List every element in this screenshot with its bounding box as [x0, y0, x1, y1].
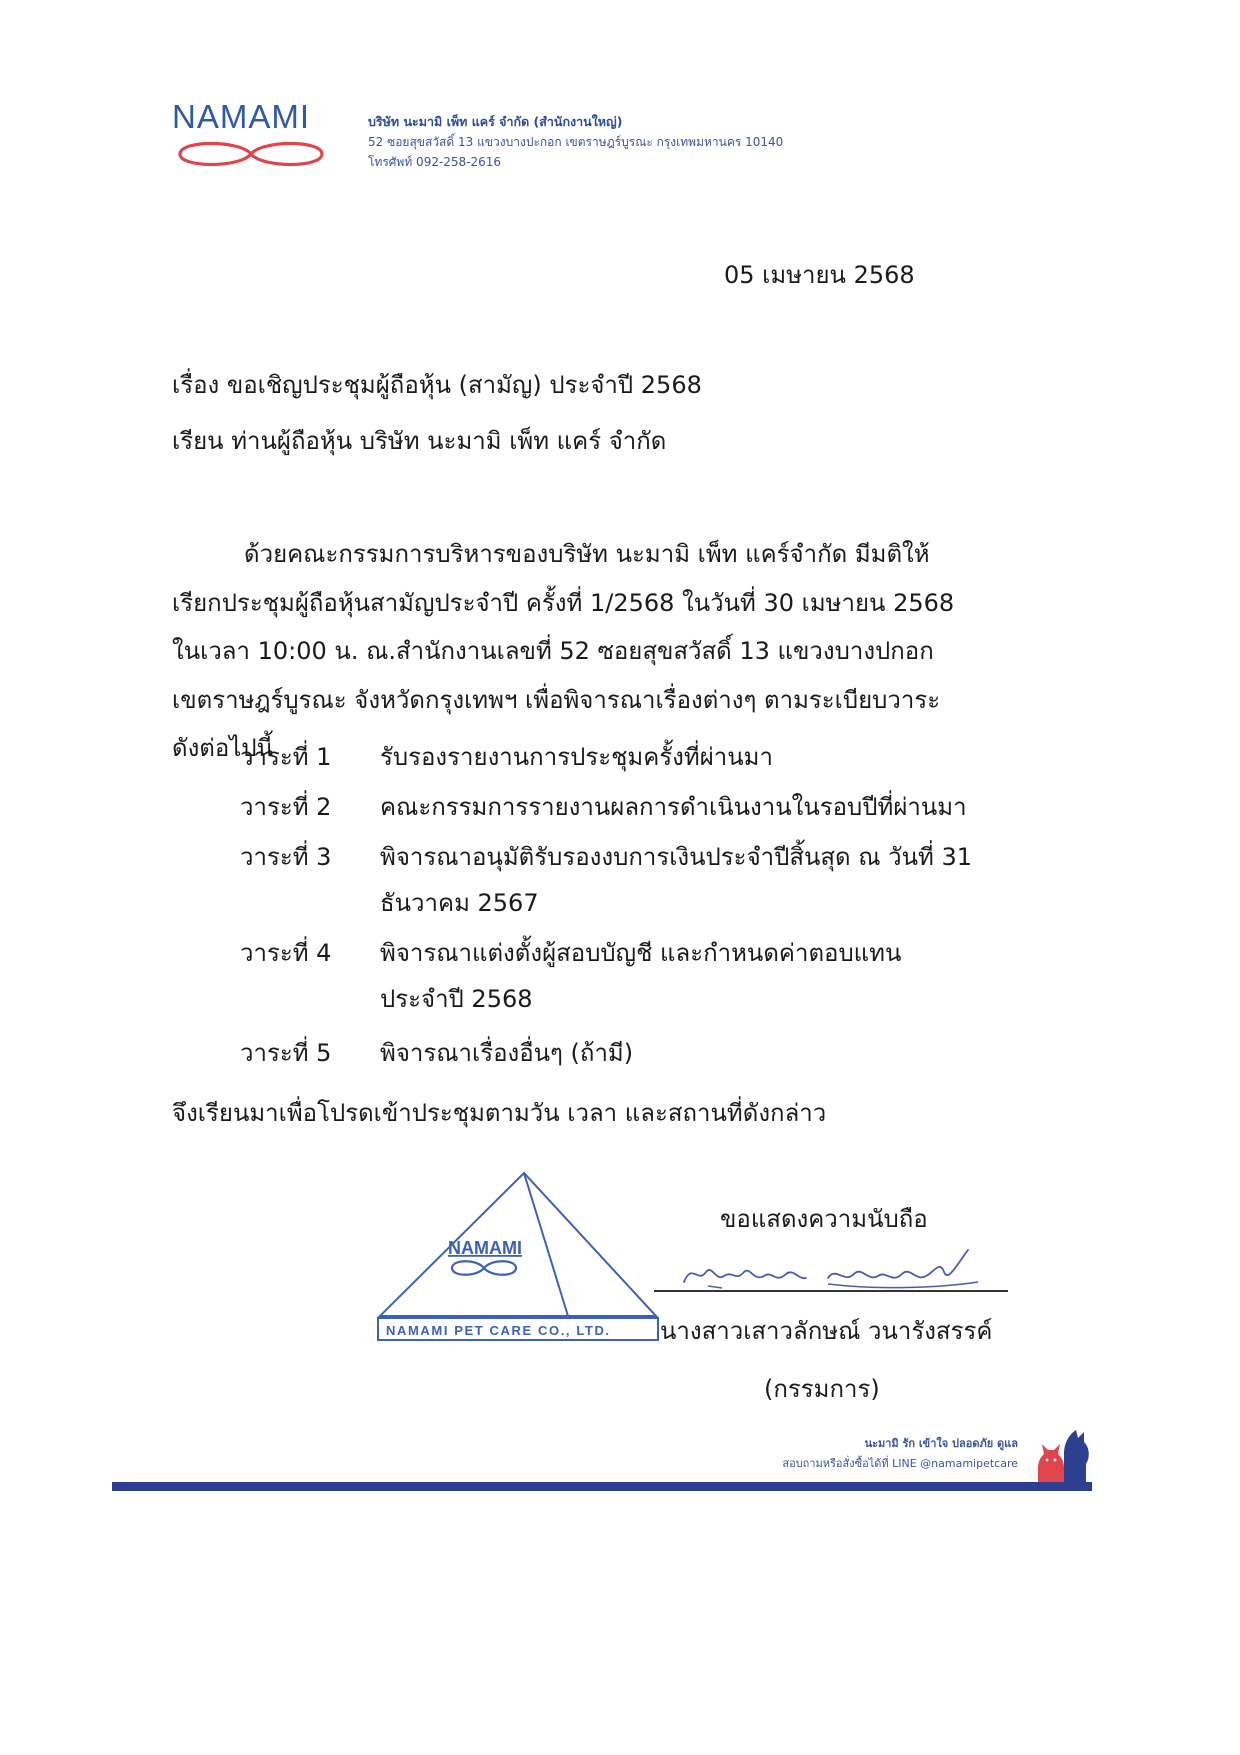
contact-line: สอบถามหรือสั่งซื้อได้ที่ LINE @namamipetcare — [782, 1457, 1018, 1470]
agenda-number: วาระที่ 2 — [240, 793, 332, 821]
signer-title: (กรรมการ) — [764, 1375, 880, 1403]
body-line: ด้วยคณะกรรมการบริหารของบริษัท นะมามิ เพ็ท แคร์จำกัด มีมติให้ — [244, 540, 930, 568]
infinity-logo-icon — [170, 136, 332, 172]
stamp-infinity-icon — [452, 1261, 516, 1275]
slogan-line: นะมามิ รัก เข้าใจ ปลอดภัย ดูแล — [864, 1437, 1018, 1450]
agenda-text-continued: ธันวาคม 2567 — [380, 889, 539, 917]
footer-slogan — [760, 1434, 1018, 1474]
body-line: ในเวลา 10:00 น. ณ.สำนักงานเลขที่ 52 ซอยสุขสวัสดิ์ 13 แขวงบางปกอก — [172, 637, 934, 665]
agenda-text: พิจารณาอนุมัติรับรองงบการเงินประจำปีสิ้นสุด ณ วันที่ 31 — [380, 843, 973, 871]
company-address: 52 ซอยสุขสวัสดิ์ 13 แขวงบางปะกอก เขตราษฎร์บูรณะ กรุงเทพมหานคร 10140 — [368, 135, 784, 149]
signature-line — [654, 1290, 1008, 1292]
company-name: บริษัท นะมามิ เพ็ท แคร์ จำกัด (สำนักงานใหญ่) — [368, 114, 623, 129]
agenda-text-continued: ประจำปี 2568 — [380, 985, 533, 1013]
agenda-number: วาระที่ 1 — [240, 743, 332, 771]
company-phone: โทรศัพท์ 092-258-2616 — [368, 155, 502, 169]
agenda-text: คณะกรรมการรายงานผลการดำเนินงานในรอบปีที่ผ่านมา — [380, 793, 967, 821]
agenda-number: วาระที่ 3 — [240, 843, 332, 871]
company-info — [368, 112, 783, 172]
letter-recipient: เรียน ท่านผู้ถือหุ้น บริษัท นะมามิ เพ็ท แคร์ จำกัด — [172, 427, 667, 455]
body-line: เขตราษฎร์บูรณะ จังหวัดกรุงเทพฯ เพื่อพิจารณาเรื่องต่างๆ ตามระเบียบวาระ — [172, 685, 941, 714]
stamp-logo-text: NAMAMI — [448, 1238, 522, 1258]
agenda-number: วาระที่ 4 — [240, 939, 332, 967]
letter-subject: เรื่อง ขอเชิญประชุมผู้ถือหุ้น (สามัญ) ประจำปี 2568 — [172, 371, 702, 399]
agenda-number: วาระที่ 5 — [240, 1039, 332, 1067]
closing-sentence: จึงเรียนมาเพื่อโปรดเข้าประชุมตามวัน เวลา และสถานที่ดังกล่าว — [172, 1099, 827, 1127]
regards-text: ขอแสดงความนับถือ — [720, 1205, 928, 1233]
company-stamp — [374, 1170, 664, 1350]
footer-bar — [112, 1482, 1092, 1491]
agenda-text: พิจารณาแต่งตั้งผู้สอบบัญชี และกำหนดค่าตอบแทน — [380, 939, 902, 967]
stamp-company-name: NAMAMI PET CARE CO., LTD. — [386, 1323, 611, 1338]
signer-name: นางสาวเสาวลักษณ์ วนารังสรรค์ — [660, 1317, 993, 1345]
body-line: ดังต่อไปนี้ — [172, 734, 274, 762]
body-line: เรียกประชุมผู้ถือหุ้นสามัญประจำปี ครั้งที่ 1/2568 ในวันที่ 30 เมษายน 2568 — [172, 588, 955, 617]
logo-text: NAMAMI — [172, 98, 310, 135]
agenda-text: รับรองรายงานการประชุมครั้งที่ผ่านมา — [380, 743, 773, 771]
company-logo — [170, 98, 340, 178]
letter-date: 05 เมษายน 2568 — [724, 261, 915, 289]
agenda-text: พิจารณาเรื่องอื่นๆ (ถ้ามี) — [380, 1039, 634, 1067]
